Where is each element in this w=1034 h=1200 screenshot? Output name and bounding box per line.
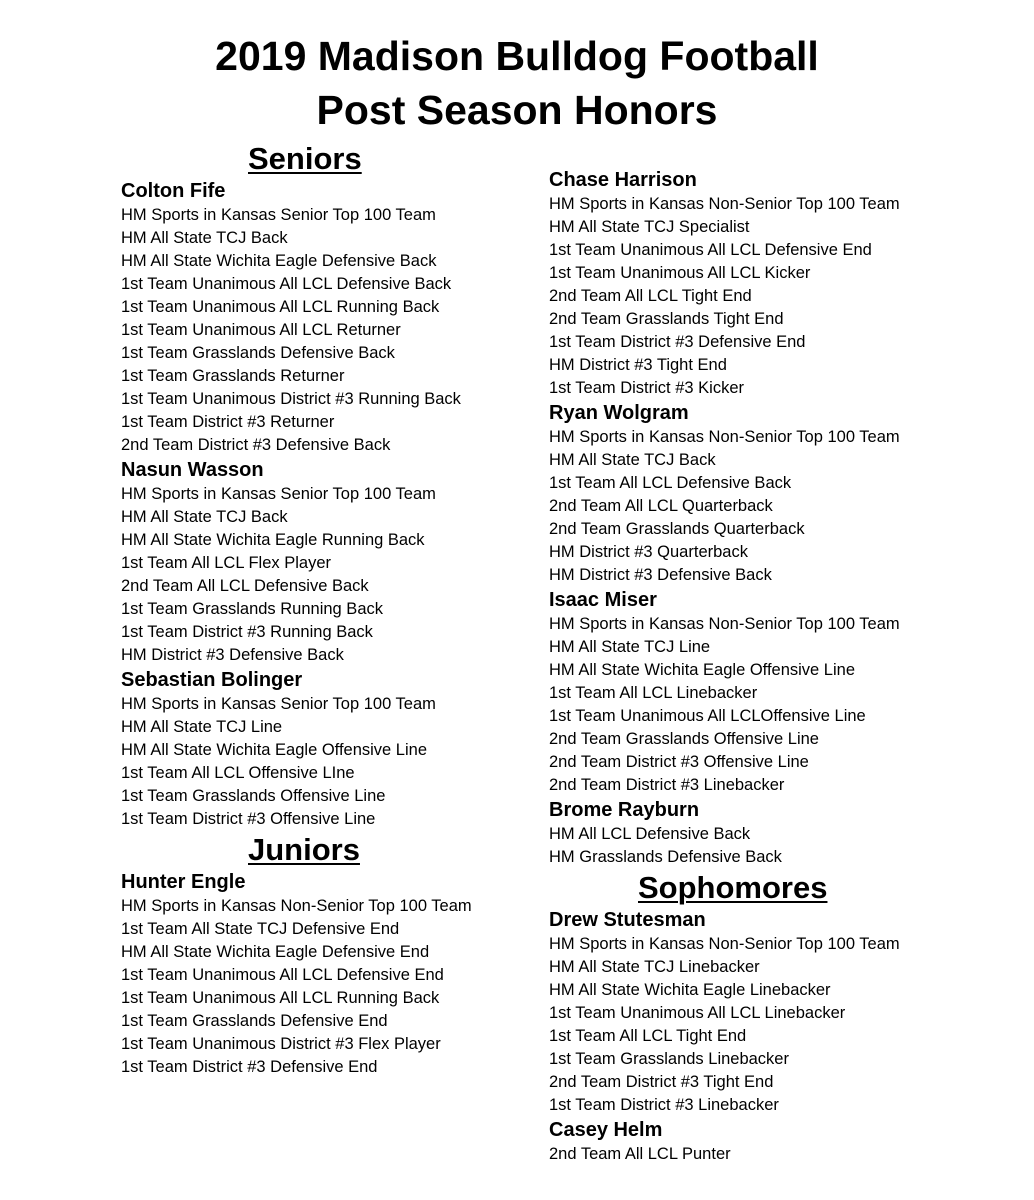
honor-item: 2nd Team District #3 Linebacker (549, 776, 785, 794)
honor-item: 1st Team All State TCJ Defensive End (121, 920, 400, 938)
sophomores-player-list (549, 907, 969, 1166)
honor-item: 1st Team District #3 Linebacker (549, 1096, 779, 1114)
honor-item: 1st Team Unanimous All LCLOffensive Line (549, 707, 866, 725)
honor-item: 1st Team District #3 Defensive End (121, 1058, 378, 1076)
player-block (121, 178, 541, 457)
player-name: Hunter Engle (121, 871, 246, 893)
honor-item: 1st Team District #3 Returner (121, 413, 335, 431)
player-name: Sebastian Bolinger (121, 669, 303, 691)
honor-item: 2nd Team All LCL Defensive Back (121, 577, 369, 595)
honor-item: HM All State TCJ Back (121, 508, 288, 526)
honor-item: 1st Team District #3 Running Back (121, 623, 373, 641)
honor-item: 1st Team Grasslands Defensive End (121, 1012, 388, 1030)
honor-item: HM All State TCJ Back (549, 451, 716, 469)
honor-item: HM Sports in Kansas Senior Top 100 Team (121, 695, 436, 713)
honors-list (121, 204, 541, 457)
player-name: Drew Stutesman (549, 909, 706, 931)
honors-list (121, 895, 541, 1079)
honor-item: HM District #3 Defensive Back (121, 646, 344, 664)
left-column (121, 140, 541, 1079)
section-heading-seniors: Seniors (248, 141, 362, 176)
honor-item: 1st Team District #3 Offensive Line (121, 810, 376, 828)
honor-item: HM Sports in Kansas Non-Senior Top 100 Team (549, 428, 900, 446)
honor-item: HM Sports in Kansas Non-Senior Top 100 Team (121, 897, 472, 915)
honor-item: 1st Team Unanimous All LCL Defensive Back (121, 275, 452, 293)
honor-item: HM All State Wichita Eagle Running Back (121, 531, 425, 549)
honor-item: 2nd Team Grasslands Offensive Line (549, 730, 819, 748)
player-block (549, 797, 969, 869)
juniors-player-list-left (121, 869, 541, 1079)
honor-item: 2nd Team All LCL Quarterback (549, 497, 773, 515)
honor-item: HM All State Wichita Eagle Offensive Line (121, 741, 428, 759)
player-block (549, 907, 969, 1117)
player-block (549, 167, 969, 400)
juniors-player-list-right (549, 167, 969, 869)
player-block (121, 869, 541, 1079)
honor-item: 1st Team Unanimous All LCL Running Back (121, 298, 440, 316)
honor-item: HM Grasslands Defensive Back (549, 848, 782, 866)
honor-item: HM Sports in Kansas Senior Top 100 Team (121, 485, 436, 503)
page-title-line-2: Post Season Honors (316, 87, 718, 133)
honors-list (549, 933, 969, 1117)
honor-item: 1st Team Unanimous All LCL Defensive End (121, 966, 444, 984)
honor-item: 1st Team All LCL Defensive Back (549, 474, 792, 492)
honor-item: HM All State TCJ Line (549, 638, 711, 656)
honor-item: HM District #3 Quarterback (549, 543, 748, 561)
player-name: Nasun Wasson (121, 459, 264, 481)
honor-item: HM Sports in Kansas Non-Senior Top 100 Team (549, 935, 900, 953)
player-block (121, 457, 541, 667)
honor-item: 1st Team Unanimous All LCL Linebacker (549, 1004, 846, 1022)
honor-item: 1st Team District #3 Kicker (549, 379, 745, 397)
honor-item: 1st Team Unanimous District #3 Running Back (121, 390, 461, 408)
honor-item: 1st Team Grasslands Defensive Back (121, 344, 395, 362)
honor-item: HM District #3 Defensive Back (549, 566, 772, 584)
honor-item: 1st Team All LCL Tight End (549, 1027, 747, 1045)
honor-item: HM All State TCJ Line (121, 718, 283, 736)
honors-list (549, 1143, 969, 1166)
honor-item: 1st Team All LCL Flex Player (121, 554, 332, 572)
honors-list (549, 613, 969, 797)
section-heading-juniors: Juniors (248, 832, 360, 867)
seniors-player-list (121, 178, 541, 831)
player-name: Ryan Wolgram (549, 402, 689, 424)
honor-item: 1st Team Unanimous All LCL Returner (121, 321, 401, 339)
player-block (121, 667, 541, 831)
section-heading-sophomores: Sophomores (638, 870, 828, 905)
honors-list (121, 693, 541, 831)
honors-list (121, 483, 541, 667)
player-name: Casey Helm (549, 1119, 663, 1141)
player-block (549, 587, 969, 797)
honor-item: HM District #3 Tight End (549, 356, 727, 374)
player-name: Colton Fife (121, 180, 226, 202)
honor-item: 2nd Team District #3 Offensive Line (549, 753, 809, 771)
honor-item: 2nd Team Grasslands Quarterback (549, 520, 805, 538)
honor-item: 1st Team Grasslands Offensive Line (121, 787, 386, 805)
right-column (549, 167, 969, 1166)
player-name: Chase Harrison (549, 169, 697, 191)
honor-item: HM All State Wichita Eagle Offensive Line (549, 661, 856, 679)
honor-item: HM All State TCJ Linebacker (549, 958, 760, 976)
honor-item: HM All LCL Defensive Back (549, 825, 751, 843)
honor-item: 1st Team Grasslands Returner (121, 367, 345, 385)
page-title-line-1: 2019 Madison Bulldog Football (215, 33, 819, 79)
honor-item: HM All State Wichita Eagle Linebacker (549, 981, 831, 999)
honor-item: 2nd Team All LCL Tight End (549, 287, 752, 305)
honor-item: 2nd Team District #3 Defensive Back (121, 436, 391, 454)
honor-item: 1st Team District #3 Defensive End (549, 333, 806, 351)
honor-item: 2nd Team Grasslands Tight End (549, 310, 784, 328)
honor-item: 1st Team Grasslands Running Back (121, 600, 383, 618)
honor-item: HM All State TCJ Specialist (549, 218, 750, 236)
honor-item: 2nd Team All LCL Punter (549, 1145, 731, 1163)
honor-item: HM All State Wichita Eagle Defensive End (121, 943, 430, 961)
honor-item: HM Sports in Kansas Non-Senior Top 100 Team (549, 615, 900, 633)
honor-item: 1st Team Grasslands Linebacker (549, 1050, 789, 1068)
honor-item: 1st Team All LCL Linebacker (549, 684, 758, 702)
honor-item: 1st Team Unanimous District #3 Flex Player (121, 1035, 441, 1053)
player-block (549, 1117, 969, 1166)
honor-item: 1st Team Unanimous All LCL Kicker (549, 264, 811, 282)
honor-item: HM All State Wichita Eagle Defensive Back (121, 252, 437, 270)
honor-item: HM Sports in Kansas Non-Senior Top 100 Team (549, 195, 900, 213)
honor-item: 1st Team Unanimous All LCL Defensive End (549, 241, 872, 259)
player-block (549, 400, 969, 587)
honors-list (549, 823, 969, 869)
honors-list (549, 193, 969, 400)
honor-item: 1st Team All LCL Offensive LIne (121, 764, 355, 782)
honor-item: HM Sports in Kansas Senior Top 100 Team (121, 206, 436, 224)
honor-item: 2nd Team District #3 Tight End (549, 1073, 774, 1091)
player-name: Isaac Miser (549, 589, 657, 611)
honors-list (549, 426, 969, 587)
honor-item: HM All State TCJ Back (121, 229, 288, 247)
player-name: Brome Rayburn (549, 799, 700, 821)
honor-item: 1st Team Unanimous All LCL Running Back (121, 989, 440, 1007)
